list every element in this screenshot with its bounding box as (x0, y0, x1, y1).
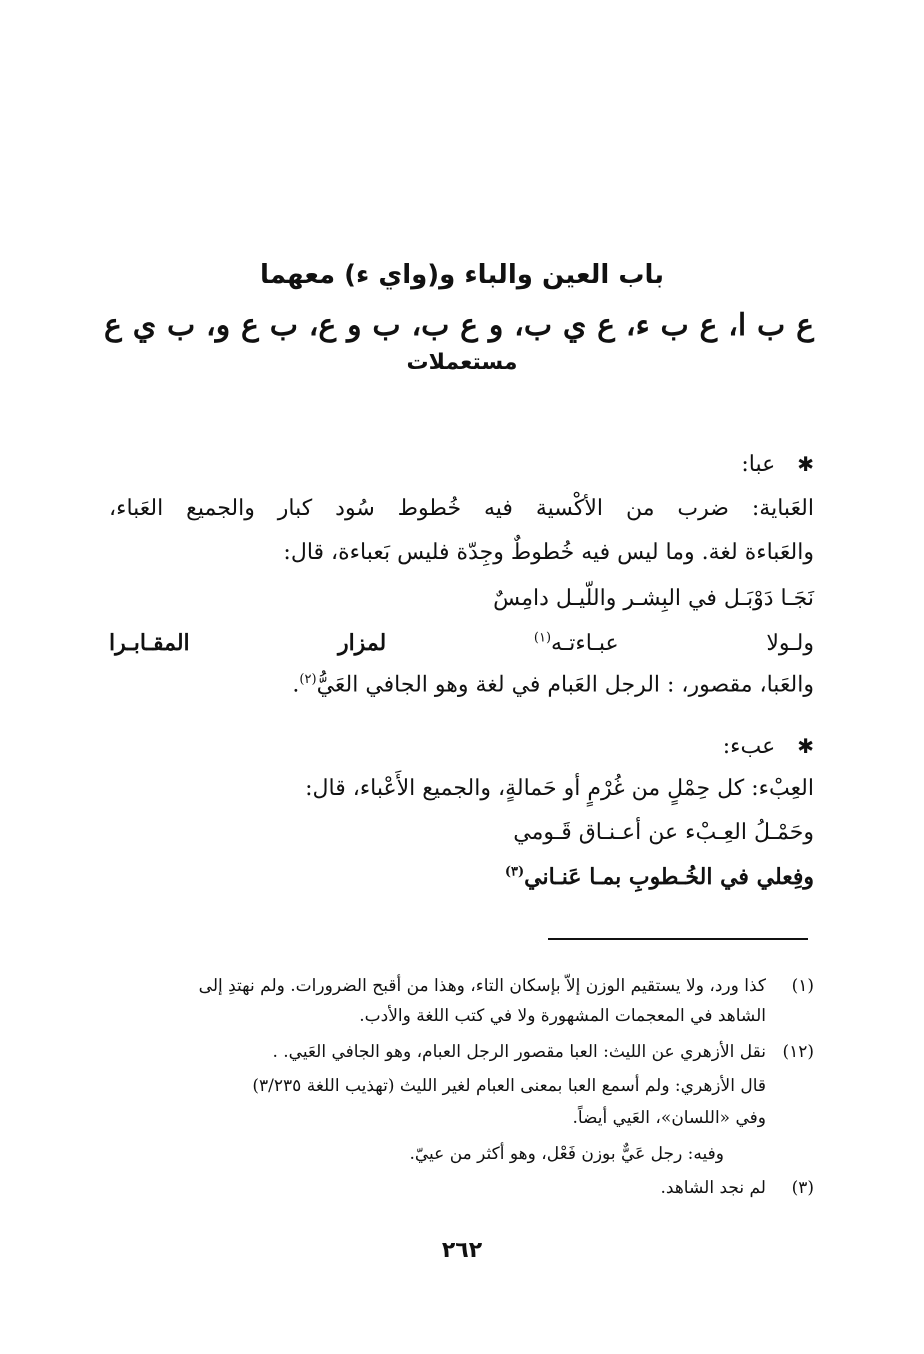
footnote-line: الشاهد في المعجمات المشهورة ولا في كتب اللغة والأدب. (359, 1006, 766, 1026)
verse-line (109, 630, 814, 656)
page-number: ٢٦٢ (441, 1238, 483, 1263)
asterisk-icon: ✱ (797, 734, 814, 758)
footnote-line: قال الأزهري: ولم أسمع العبا بمعنى العبام لغير الليث (تهذيب اللغة ٣/٢٣٥) (252, 1076, 766, 1096)
footnote-line: وفي «اللسان»، العَيي أيضاً. (572, 1108, 766, 1128)
entry-heading-text: عبء: (722, 734, 776, 759)
footnote-ref: (٢) (299, 672, 317, 687)
verse-part: وفِعلي في الخُـطوبِ بمـا عَنـاني (524, 864, 814, 890)
used-label: مستعملات (406, 350, 518, 375)
footnote-number: (١٢) (782, 1042, 814, 1062)
chapter-title: باب العين والباء و(واي ء) معهما (259, 260, 665, 290)
entry-line (292, 672, 814, 697)
entry-line: والعَباءة لغة. وما ليس فيه خُطوطٌ وجِدّة فليس بَعباءة، قال: (283, 540, 814, 565)
entry-heading (741, 452, 814, 477)
footnote-line: لم نجد الشاهد. (660, 1178, 766, 1198)
footnote-line: وفيه: رجل عَيٌّ بوزن فَعْل، وهو أكثر من عييّ. (409, 1144, 724, 1164)
root-combinations: ع ب ا، ع ب ء، ع ي ب، و ع ب، ب و ع، ب ع و، ب ي ع (104, 308, 814, 343)
verse-line: وحَمْـلُ العِـبْء عن أعـنـاق قَـومي (513, 820, 814, 845)
footnote-ref: (١) (533, 630, 552, 646)
verse-line (505, 864, 814, 890)
entry-line-text: والعَبا، مقصور، : الرجل العَبام في لغة وهو الجافي العَيُّ (316, 672, 814, 698)
entry-line: العِبْء: كل حِمْلٍ من غُرْمٍ أو حَمالةٍ، والجميع الأَعْباء، قال: (305, 776, 814, 801)
verse-part: ولـولا عبـاءتـه (551, 631, 814, 656)
entry-line-end: . (292, 672, 300, 698)
asterisk-icon: ✱ (797, 452, 814, 476)
footnote-divider (548, 938, 808, 940)
footnote-line: نقل الأزهري عن الليث: العبا مقصور الرجل العبام، وهو الجافي العَيي. . (272, 1042, 766, 1062)
verse-line: نَجَـا دَوْبَـل في البِشـر واللّيـل دامِسٌ (493, 586, 814, 611)
footnote-number: (٣) (791, 1178, 814, 1198)
entry-line: العَباية: ضرب من الأكْسية فيه خُطوط سُود كبار والجميع العَباء، (109, 496, 814, 521)
entry-heading (723, 734, 814, 759)
footnote-number: (١) (791, 976, 814, 996)
footnote-line: كذا ورد، ولا يستقيم الوزن إلاّ بإسكان التاء، وهذا من أقبح الضرورات. ولم نهتدِ إلى (198, 976, 766, 996)
verse-part: لمزار المقـابـرا (109, 630, 387, 656)
entry-heading-text: عبا: (741, 452, 776, 477)
footnote-ref: (٣) (504, 864, 525, 880)
